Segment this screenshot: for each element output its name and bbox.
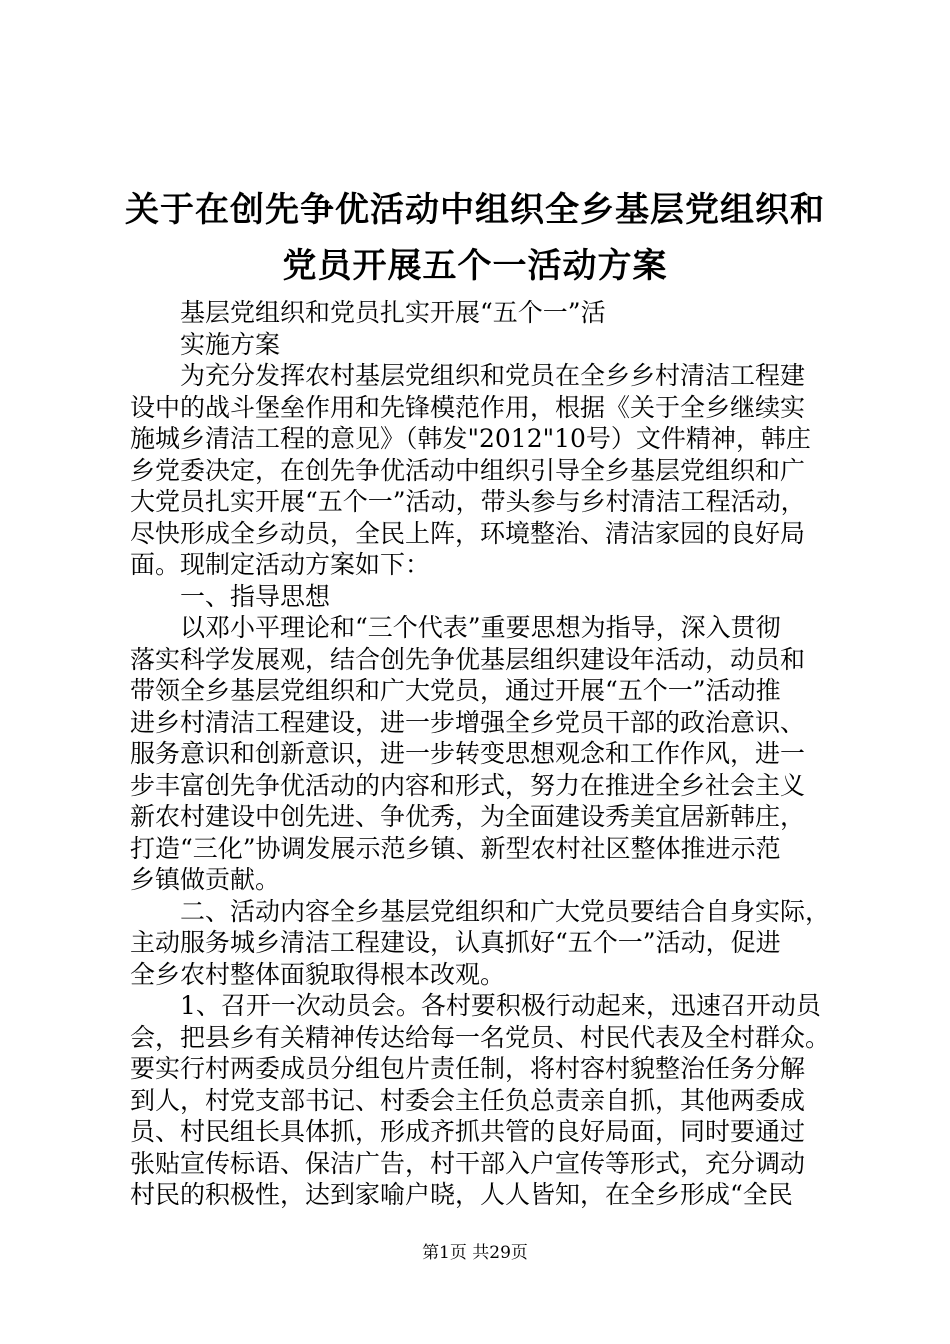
body-line: 1、召开一次动员会。各村要积极行动起来，迅速召开动员 xyxy=(180,991,821,1020)
body-line: 落实科学发展观，结合创先争优基层组织建设年活动，动员和 xyxy=(130,644,806,674)
body-line: 为充分发挥农村基层党组织和党员在全乡乡村清洁工程建 xyxy=(180,361,806,390)
body-line: 员、村民组长具体抓，形成齐抓共管的良好局面，同时要通过 xyxy=(130,1117,806,1146)
body-line: 步丰富创先争优活动的内容和形式，努力在推进全乡社会主义 xyxy=(130,770,806,800)
section-heading: 二、活动内容全乡基层党组织和广大党员要结合自身实际， xyxy=(180,896,830,926)
body-line: 村民的积极性，达到家喻户晓，人人皆知，在全乡形成“全民 xyxy=(130,1180,793,1209)
body-line: 要实行村两委成员分组包片责任制，将村容村貌整治任务分解 xyxy=(130,1054,806,1083)
body-line: 主动服务城乡清洁工程建设，认真抓好“五个一”活动，促进 xyxy=(130,928,781,957)
body-line: 服务意识和创新意识，进一步转变思想观念和工作作风，进一 xyxy=(130,739,806,768)
body-line: 以邓小平理论和“三个代表”重要思想为指导，深入贯彻 xyxy=(180,613,781,642)
body-line: 全乡农村整体面貌取得根本改观。 xyxy=(130,959,506,989)
body-line: 新农村建设中创先进、争优秀，为全面建设秀美宜居新韩庄， xyxy=(130,802,806,831)
body-line: 实施方案 xyxy=(180,329,281,359)
body-line: 打造“三化”协调发展示范乡镇、新型农村社区整体推进示范 xyxy=(130,833,781,863)
document-title-line-1: 关于在创先争优活动中组织全乡基层党组织和 xyxy=(125,190,825,230)
body-line: 基层党组织和党员扎实开展“五个一”活 xyxy=(180,298,606,327)
body-line: 尽快形成全乡动员，全民上阵，环境整治、清洁家园的良好局 xyxy=(130,518,806,548)
body-line: 设中的战斗堡垒作用和先锋模范作用，根据《关于全乡继续实 xyxy=(130,392,806,422)
page-footer: 第1页 共29页 xyxy=(422,1243,528,1263)
body-line: 面。现制定活动方案如下： xyxy=(130,550,431,579)
body-line: 乡镇做贡献。 xyxy=(130,865,281,894)
body-line: 到人，村党支部书记、村委会主任负总责亲自抓，其他两委成 xyxy=(130,1085,806,1115)
body-line: 带领全乡基层党组织和广大党员，通过开展“五个一”活动推 xyxy=(130,676,781,705)
body-line: 进乡村清洁工程建设，进一步增强全乡党员干部的政治意识、 xyxy=(130,707,806,737)
body-line: 乡党委决定，在创先争优活动中组织引导全乡基层党组织和广 xyxy=(130,455,806,485)
section-heading: 一、指导思想 xyxy=(180,581,331,611)
document-body xyxy=(130,297,830,1211)
body-line: 施城乡清洁工程的意见》（韩发"2012"10号）文件精神，韩庄 xyxy=(130,424,811,453)
body-line: 张贴宣传标语、保洁广告，村干部入户宣传等形式，充分调动 xyxy=(130,1148,806,1178)
document-title-line-2: 党员开展五个一活动方案 xyxy=(282,246,668,286)
body-line: 大党员扎实开展“五个一”活动，带头参与乡村清洁工程活动， xyxy=(130,487,806,516)
body-line: 会，把县乡有关精神传达给每一名党员、村民代表及全村群众。 xyxy=(130,1022,830,1052)
